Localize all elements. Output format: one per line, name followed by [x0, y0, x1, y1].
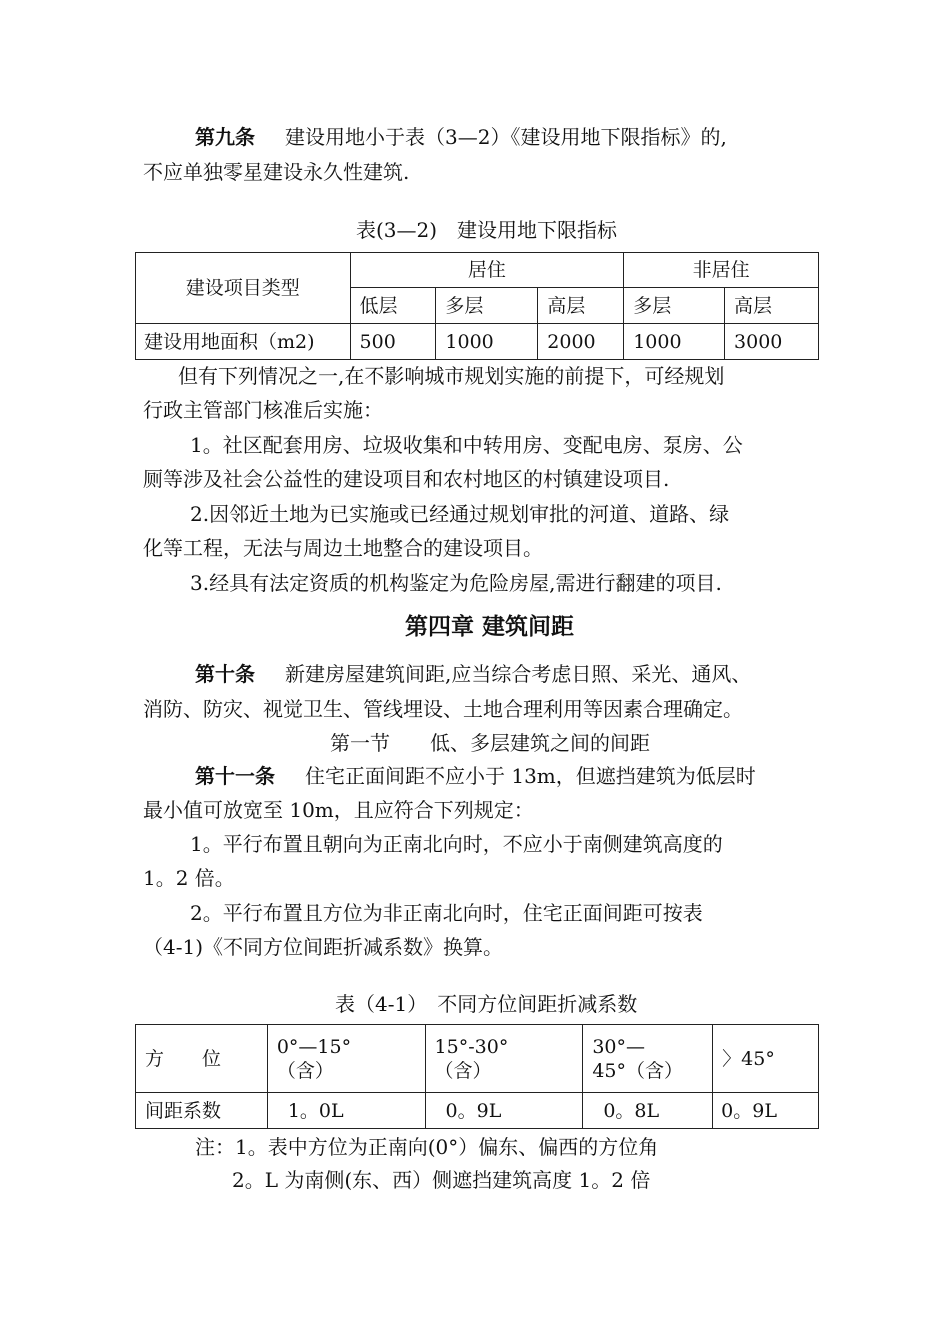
table-4-1-header-cell: [425, 1025, 583, 1093]
table-3-2-group-nonresidential: 非居住: [624, 253, 819, 288]
article-11-item-2-line-2: （4-1)《不同方位间距折减系数》换算。: [143, 935, 504, 959]
table-4-1-cell: 0。9L: [713, 1093, 819, 1129]
table-4-1-header-cell: [583, 1025, 713, 1093]
article-9-line-2: 不应单独零星建设永久性建筑.: [143, 160, 410, 184]
table-4-1-row-label: 间距系数: [136, 1093, 268, 1129]
chapter-4-title: 第四章 建筑间距: [405, 614, 575, 640]
table-3-2-cell: 1000: [436, 324, 538, 360]
note-2: 2。L 为南侧(东、西）侧遮挡建筑高度 1。2 倍: [232, 1168, 651, 1192]
table-3-2-group-residential: 居住: [350, 253, 624, 288]
table-3-2-sub-header: 高层: [725, 288, 819, 324]
table-3-2-sub-header: 低层: [350, 288, 436, 324]
table-4-1: [135, 1024, 819, 1129]
table-4-1-cell: 0。9L: [425, 1093, 583, 1129]
note-1: 注：1。表中方位为正南向(0°）偏东、偏西的方位角: [195, 1135, 659, 1159]
article-11-item-2-line-1: 2。平行布置且方位为非正南北向时，住宅正面间距可按表: [190, 901, 703, 925]
table-3-2-caption: 表(3—2) 建设用地下限指标: [356, 218, 618, 242]
table-4-1-header-line: 15°-30°: [434, 1035, 509, 1058]
exceptions-item-2-line-1: 2.因邻近土地为已实施或已经通过规划审批的河道、道路、绿: [190, 502, 730, 526]
table-4-1-header-cell: [713, 1025, 819, 1093]
table-4-1-header-line: 30°—: [592, 1035, 646, 1058]
table-3-2-cell: 3000: [725, 324, 819, 360]
exceptions-item-1-line-2: 厕等涉及社会公益性的建设项目和农村地区的村镇建设项目.: [143, 467, 670, 491]
table-3-2-row-label: 建设用地面积（m2): [136, 324, 351, 360]
article-11-text: 住宅正面间距不应小于 13m，但遮挡建筑为低层时: [305, 764, 756, 788]
article-10-line-1: [195, 662, 751, 686]
table-4-1-header-cell: [267, 1025, 425, 1093]
article-11-item-1-line-1: 1。平行布置且朝向为正南北向时，不应小于南侧建筑高度的: [190, 832, 723, 856]
exceptions-intro-line-2: 行政主管部门核准后实施：: [143, 398, 383, 422]
article-10-text: 新建房屋建筑间距,应当综合考虑日照、采光、通风、: [285, 662, 752, 686]
table-3-2-cell: 1000: [624, 324, 725, 360]
exceptions-item-2-line-2: 化等工程，无法与周边土地整合的建设项目。: [143, 536, 543, 560]
table-4-1-header-line: （含）: [276, 1059, 334, 1082]
table-4-1-header-line: 0°—15°: [276, 1035, 352, 1058]
table-3-2: [135, 252, 819, 360]
table-4-1-header-line: 〉45°: [722, 1047, 775, 1070]
table-4-1-row-label: 方 位: [136, 1025, 268, 1093]
article-9-line-1: [195, 125, 727, 149]
article-11-item-1-line-2: 1。2 倍。: [143, 866, 235, 890]
article-11-heading: 第十一条: [195, 764, 275, 788]
table-3-2-cell: 2000: [538, 324, 624, 360]
table-4-1-header-line: 45°（含）: [592, 1059, 684, 1082]
table-3-2-row-header: 建设项目类型: [136, 253, 351, 324]
article-10-heading: 第十条: [195, 662, 255, 686]
table-4-1-cell: 0。8L: [583, 1093, 713, 1129]
table-3-2-cell: 500: [350, 324, 436, 360]
exceptions-item-3: 3.经具有法定资质的机构鉴定为危险房屋,需进行翻建的项目.: [190, 571, 722, 595]
article-9-heading: 第九条: [195, 125, 255, 149]
exceptions-intro-line-1: 但有下列情况之一,在不影响城市规划实施的前提下，可经规划: [178, 364, 725, 388]
table-4-1-caption: 表（4-1） 不同方位间距折减系数: [335, 992, 638, 1016]
table-3-2-sub-header: 多层: [624, 288, 725, 324]
article-9-text: 建设用地小于表（3—2）《建设用地下限指标》的,: [285, 125, 727, 149]
table-3-2-sub-header: 高层: [538, 288, 624, 324]
article-11-line-1: [195, 764, 756, 788]
table-3-2-sub-header: 多层: [436, 288, 538, 324]
exceptions-item-1-line-1: 1。社区配套用房、垃圾收集和中转用房、变配电房、泵房、公: [190, 433, 743, 457]
section-1-title: 第一节 低、多层建筑之间的间距: [330, 731, 650, 755]
article-11-line-2: 最小值可放宽至 10m，且应符合下列规定：: [143, 798, 534, 822]
table-4-1-header-line: （含）: [434, 1059, 492, 1082]
table-4-1-cell: 1。0L: [267, 1093, 425, 1129]
article-10-line-2: 消防、防灾、视觉卫生、管线埋设、土地合理利用等因素合理确定。: [143, 697, 743, 721]
